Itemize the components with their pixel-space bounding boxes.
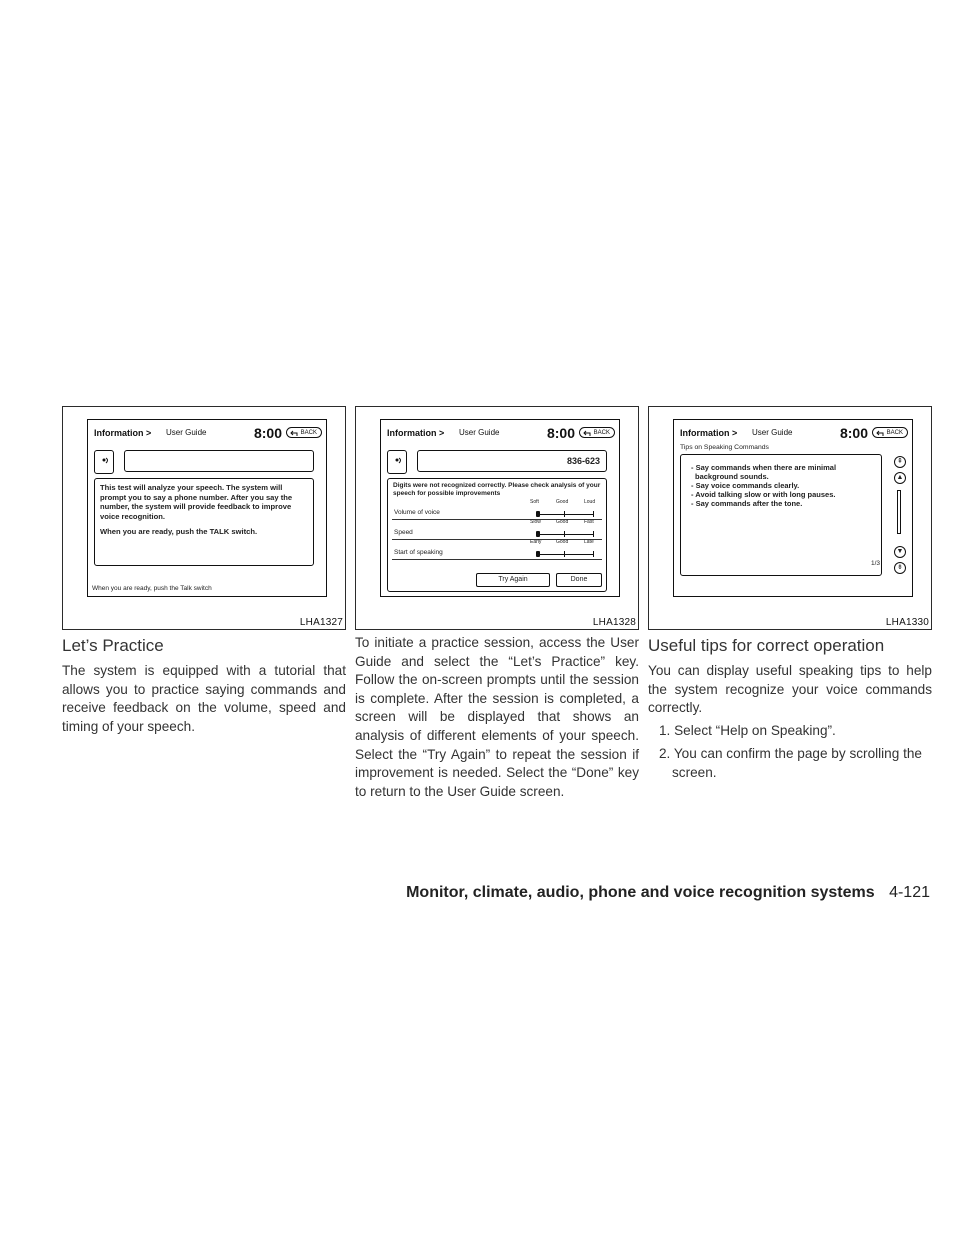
scale-track [536,554,594,556]
scale-tick [593,511,595,517]
column-1 [62,662,346,736]
scale-low: Soft [530,499,539,505]
page-indicator: 1/3 [870,560,880,567]
scale-low: Slow [530,519,541,525]
figure-code: LHA1328 [592,617,636,628]
scale-mid: Good [556,539,569,545]
scale-track [536,534,594,536]
scroll-bottom-icon[interactable]: ⇟ [894,562,906,574]
column-2 [355,634,639,801]
paragraph: You can display useful speaking tips to help the system recognize your voice commands correctly. [648,663,932,716]
crumb-information: Information > [94,428,152,438]
scrollbar[interactable] [897,490,901,534]
message-text: This test will analyze your speech. The system will prompt you to say a phone number. After you say the number, the system will provide feedback to improve voice recognition. [100,483,293,521]
heading-useful-tips: Useful tips for correct operation [648,636,885,655]
instruction-message [94,478,314,566]
try-again-button[interactable]: Try Again [476,573,550,587]
tip-line: - Say voice commands clearly. [691,481,800,490]
display-screen [87,419,327,597]
scale-tick [593,531,595,537]
crumb-user-guide: User Guide [166,428,207,437]
figure-lets-practice-start [62,406,346,630]
clock: 8:00 [253,425,282,441]
crumb-user-guide: User Guide [459,428,500,437]
scroll-up-icon[interactable]: ▲ [894,472,906,484]
scale-marker [536,531,540,537]
page-footer [406,884,930,902]
scale-high: Fast [584,519,594,525]
tip-line: background sounds. [695,472,769,481]
back-label: BACK [886,430,903,436]
steps-list [648,722,932,783]
column-3 [648,662,932,788]
analysis-row-speed [392,519,602,540]
heading-lets-practice: Let’s Practice [62,636,164,655]
analysis-note: Digits were not recognized correctly. Please check analysis of your speech for possible improvements [393,482,601,497]
scale-marker [536,551,540,557]
scale-tick [593,551,595,557]
back-arrow-icon [290,430,298,437]
tip-line: - Say commands when there are minimal [691,463,837,472]
back-label: BACK [300,430,317,436]
back-arrow-icon [876,430,884,437]
tip-line: - Avoid talking slow or with long pauses. [691,490,836,499]
crumb-information: Information > [680,428,738,438]
scale-tick [564,511,566,517]
scale-mid: Good [556,499,569,505]
voice-recognition-icon [387,450,407,474]
number-display: 836-623 [417,450,607,472]
tips-list [680,454,882,576]
row-label: Volume of voice [394,509,440,516]
display-screen [380,419,620,597]
analysis-panel [387,478,607,592]
voice-recognition-icon [94,450,114,474]
tip-line: - Say commands after the tone. [691,499,803,508]
scale-tick [564,551,566,557]
back-arrow-icon [583,430,591,437]
crumb-user-guide: User Guide [752,428,793,437]
screen-header [387,424,615,442]
screen-header [94,424,322,442]
scale-track [536,514,594,516]
analysis-row-start [392,539,602,560]
scroll-top-icon[interactable]: ⇞ [894,456,906,468]
scale-mid: Good [556,519,569,525]
scale-tick [564,531,566,537]
number-display [124,450,314,472]
clock: 8:00 [546,425,575,441]
back-button[interactable] [286,427,322,438]
scale-low: Early [530,539,542,545]
clock: 8:00 [839,425,868,441]
analysis-row-volume [392,499,602,520]
back-button[interactable] [872,427,908,438]
paragraph: The system is equipped with a tutorial that allows you to practice saying commands and receive feedback on the volume, speed and timing of your speech. [62,663,346,734]
scroll-controls [892,456,908,576]
scale-high: Late [584,539,594,545]
figure-speech-analysis [355,406,639,630]
message-ready: When you are ready, push the TALK switch. [100,527,258,536]
figure-code: LHA1330 [885,617,929,628]
row-label: Start of speaking [394,549,443,556]
screen-footer: When you are ready, push the Talk switch [92,585,212,592]
crumb-information: Information > [387,428,445,438]
row-label: Speed [394,529,413,536]
back-button[interactable] [579,427,615,438]
display-screen [673,419,913,597]
figure-code: LHA1327 [299,617,343,628]
footer-title: Monitor, climate, audio, phone and voice recognition systems [406,884,875,901]
scale-marker [536,511,540,517]
scroll-down-icon[interactable]: ▼ [894,546,906,558]
page-number: 4-121 [889,884,930,901]
paragraph: To initiate a practice session, access the User Guide and select the “Let’s Practice” key. Follow the on-screen prompts until the session is complete. After the session is completed, a screen will be displayed that shows an analysis of different elements of your speech. Select the “Try Again” to repeat the session if improvement is needed. Select the “Done” key to return to the User Guide screen. [355,635,639,799]
scale-high: Loud [584,499,596,505]
step-item: 1. Select “Help on Speaking”. [659,722,836,738]
done-button[interactable]: Done [556,573,602,587]
back-label: BACK [593,430,610,436]
screen-header [680,424,908,442]
tips-title: Tips on Speaking Commands [680,444,769,451]
figure-speaking-tips [648,406,932,630]
step-item: 2. You can confirm the page by scrolling the screen. [659,746,922,780]
